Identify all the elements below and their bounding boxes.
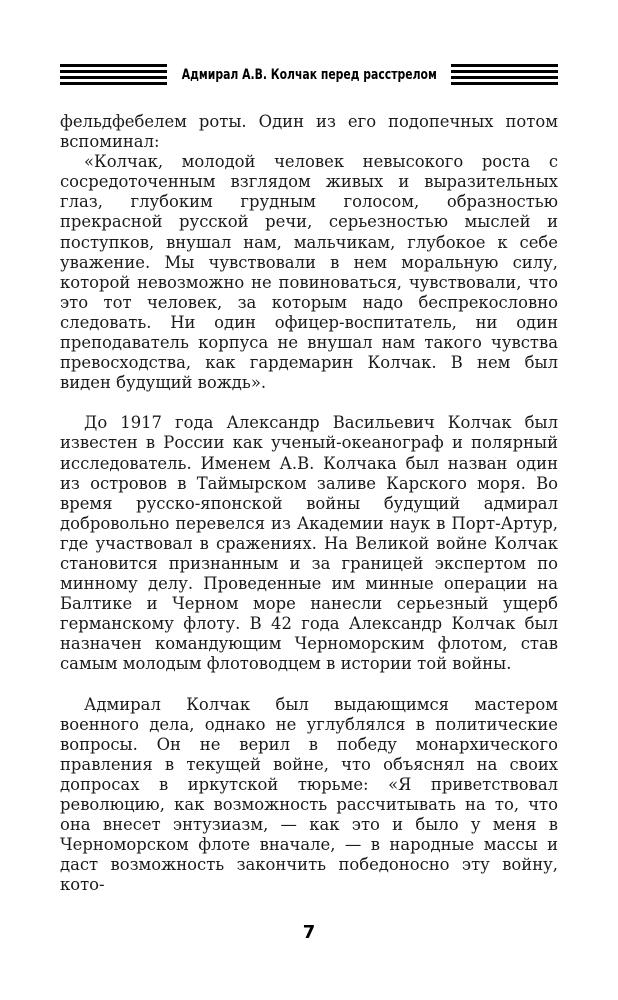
paragraph-quote: «Колчак, молодой человек невысокого роста с сосредоточенным взглядом живых и выразительных глаз, глубоким грудным голосом, образностью прекрасной русской речи, серьезностью мыслей и поступков, внушал нам, мальчикам, глубокое к себе уважение. Мы чувствовали в нем моральную силу, которой невозможно не повиноваться, чувствовали, что это тот человек, за которым надо беспрекословно следовать. Ни один офицер-воспитатель, ни один преподаватель корпуса не внушал нам такого чувства превосходства, как гардемарин Колчак. В нем был виден будущий вождь». xyxy=(60,152,558,393)
paragraph-biography: До 1917 года Александр Васильевич Колчак был известен в России как ученый-океанограф и полярный исследователь. Именем А.В. Колчака был назван один из островов в Таймырском заливе Карского моря. Во время русско-японской войны будущий адмирал добровольно перевелся из Академии наук в Порт-Артур, где участвовал в сражениях. На Великой войне Колчак становится признанным и за границей экспертом по минному делу. Проведенные им минные операции на Балтике и Черном море нанесли серьезный ущерб германскому флоту. В 42 года Александр Колчак был назначен командующим Черноморским флотом, став самым молодым флотоводцем в истории той войны. xyxy=(60,413,558,674)
page-number: 7 xyxy=(302,922,316,943)
body-text xyxy=(60,112,558,895)
header-rule-left xyxy=(60,64,167,86)
paragraph-continuation: фельдфебелем роты. Один из его подопечных потом вспоминал: xyxy=(60,112,558,152)
running-title: Адмирал А.В. Колчак перед расстрелом xyxy=(181,67,437,83)
header-rule-right xyxy=(451,64,558,86)
paragraph-politics: Адмирал Колчак был выдающимся мастером военного дела, однако не углублялся в политические вопросы. Он не верил в победу монархического правления в текущей войне, что объяснял на своих допросах в иркутской тюрьме: «Я приветствовал революцию, как возможность рассчитывать на то, что она внесет энтузиазм, — как это и было у меня в Черноморском флоте вначале, — в народные массы и даст возможность закончить победоносно эту войну, кото- xyxy=(60,694,558,895)
running-header xyxy=(60,62,558,88)
